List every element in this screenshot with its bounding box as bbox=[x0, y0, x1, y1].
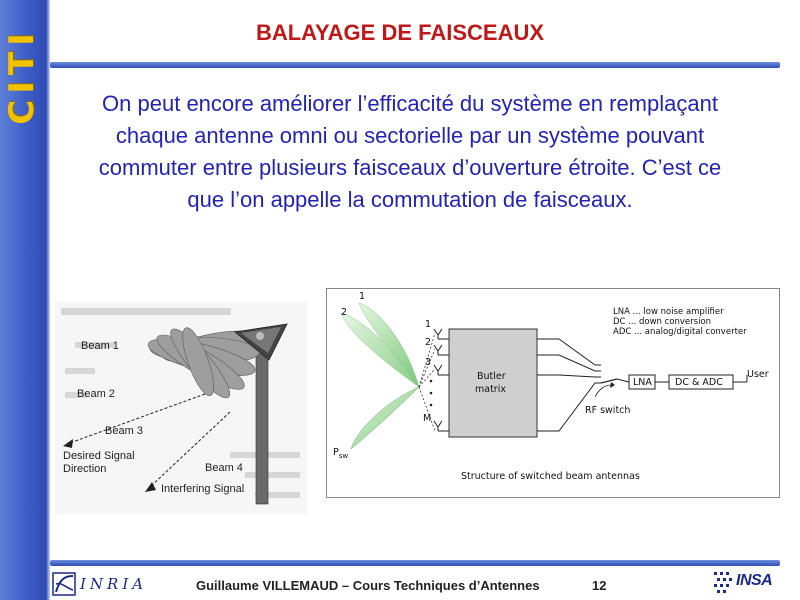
insa-logo-text: INSA bbox=[736, 572, 773, 589]
inria-logo bbox=[52, 572, 162, 596]
beam-number-2: 2 bbox=[341, 307, 348, 318]
citi-logo bbox=[4, 6, 40, 146]
slide-title: BALAYAGE DE FAISCEAUX bbox=[255, 20, 545, 45]
citi-logo-text: CITI bbox=[2, 27, 42, 125]
butler-label-line2: matrix bbox=[475, 384, 506, 395]
rf-switch-label: RF switch bbox=[585, 405, 631, 416]
user-label: User bbox=[747, 369, 769, 380]
dc-adc-block-label: DC & ADC bbox=[675, 377, 723, 388]
psw-label bbox=[333, 447, 348, 460]
butler-label-line1: Butler bbox=[477, 371, 506, 382]
beam2-label: Beam 2 bbox=[77, 388, 115, 400]
page-number: 12 bbox=[592, 578, 607, 593]
psw-subscript: sw bbox=[338, 451, 349, 460]
inria-logo-text: INRIA bbox=[80, 575, 148, 593]
switched-beam-diagram bbox=[326, 288, 780, 498]
desired-signal-label: Desired Signal bbox=[63, 450, 135, 462]
beam3-label: Beam 3 bbox=[105, 425, 143, 437]
beam-number-1: 1 bbox=[359, 291, 366, 302]
diagram-caption: Structure of switched beam antennas bbox=[461, 471, 640, 482]
footer-author-course: Guillaume VILLEMAUD – Cours Techniques d’Antennes bbox=[196, 578, 540, 593]
bottom-divider bbox=[50, 560, 780, 566]
beam1-label: Beam 1 bbox=[81, 340, 119, 352]
port-m-label: M bbox=[423, 413, 432, 424]
insa-logo bbox=[712, 570, 788, 598]
beam-pattern-figure bbox=[55, 302, 307, 514]
inria-emblem-icon bbox=[52, 572, 78, 596]
legend-lna: LNA ... low noise amplifier bbox=[613, 307, 724, 317]
port-3-label: 3 bbox=[425, 357, 432, 368]
interfering-signal-label: Interfering Signal bbox=[161, 483, 245, 495]
legend-adc: ADC ... analog/digital converter bbox=[613, 327, 747, 337]
insa-emblem-icon bbox=[712, 570, 736, 596]
direction-label: Direction bbox=[63, 463, 107, 475]
port-2-label: 2 bbox=[425, 337, 432, 348]
port-1-label: 1 bbox=[425, 319, 432, 330]
top-divider bbox=[50, 62, 780, 68]
body-paragraph: On peut encore améliorer l’efficacité du système en remplaçant chaque antenne omni ou sectorielle par un système pouvant commuter entre plusieurs faisceaux d’ouverture étroite. C’est ce que l’on appelle la commutation de faisceaux. bbox=[98, 91, 722, 212]
psw-main: P bbox=[333, 447, 339, 458]
beam4-label: Beam 4 bbox=[205, 462, 243, 474]
lna-block-label: LNA bbox=[633, 377, 652, 388]
acronym-legend bbox=[613, 307, 747, 337]
legend-dc: DC ... down conversion bbox=[613, 317, 712, 327]
